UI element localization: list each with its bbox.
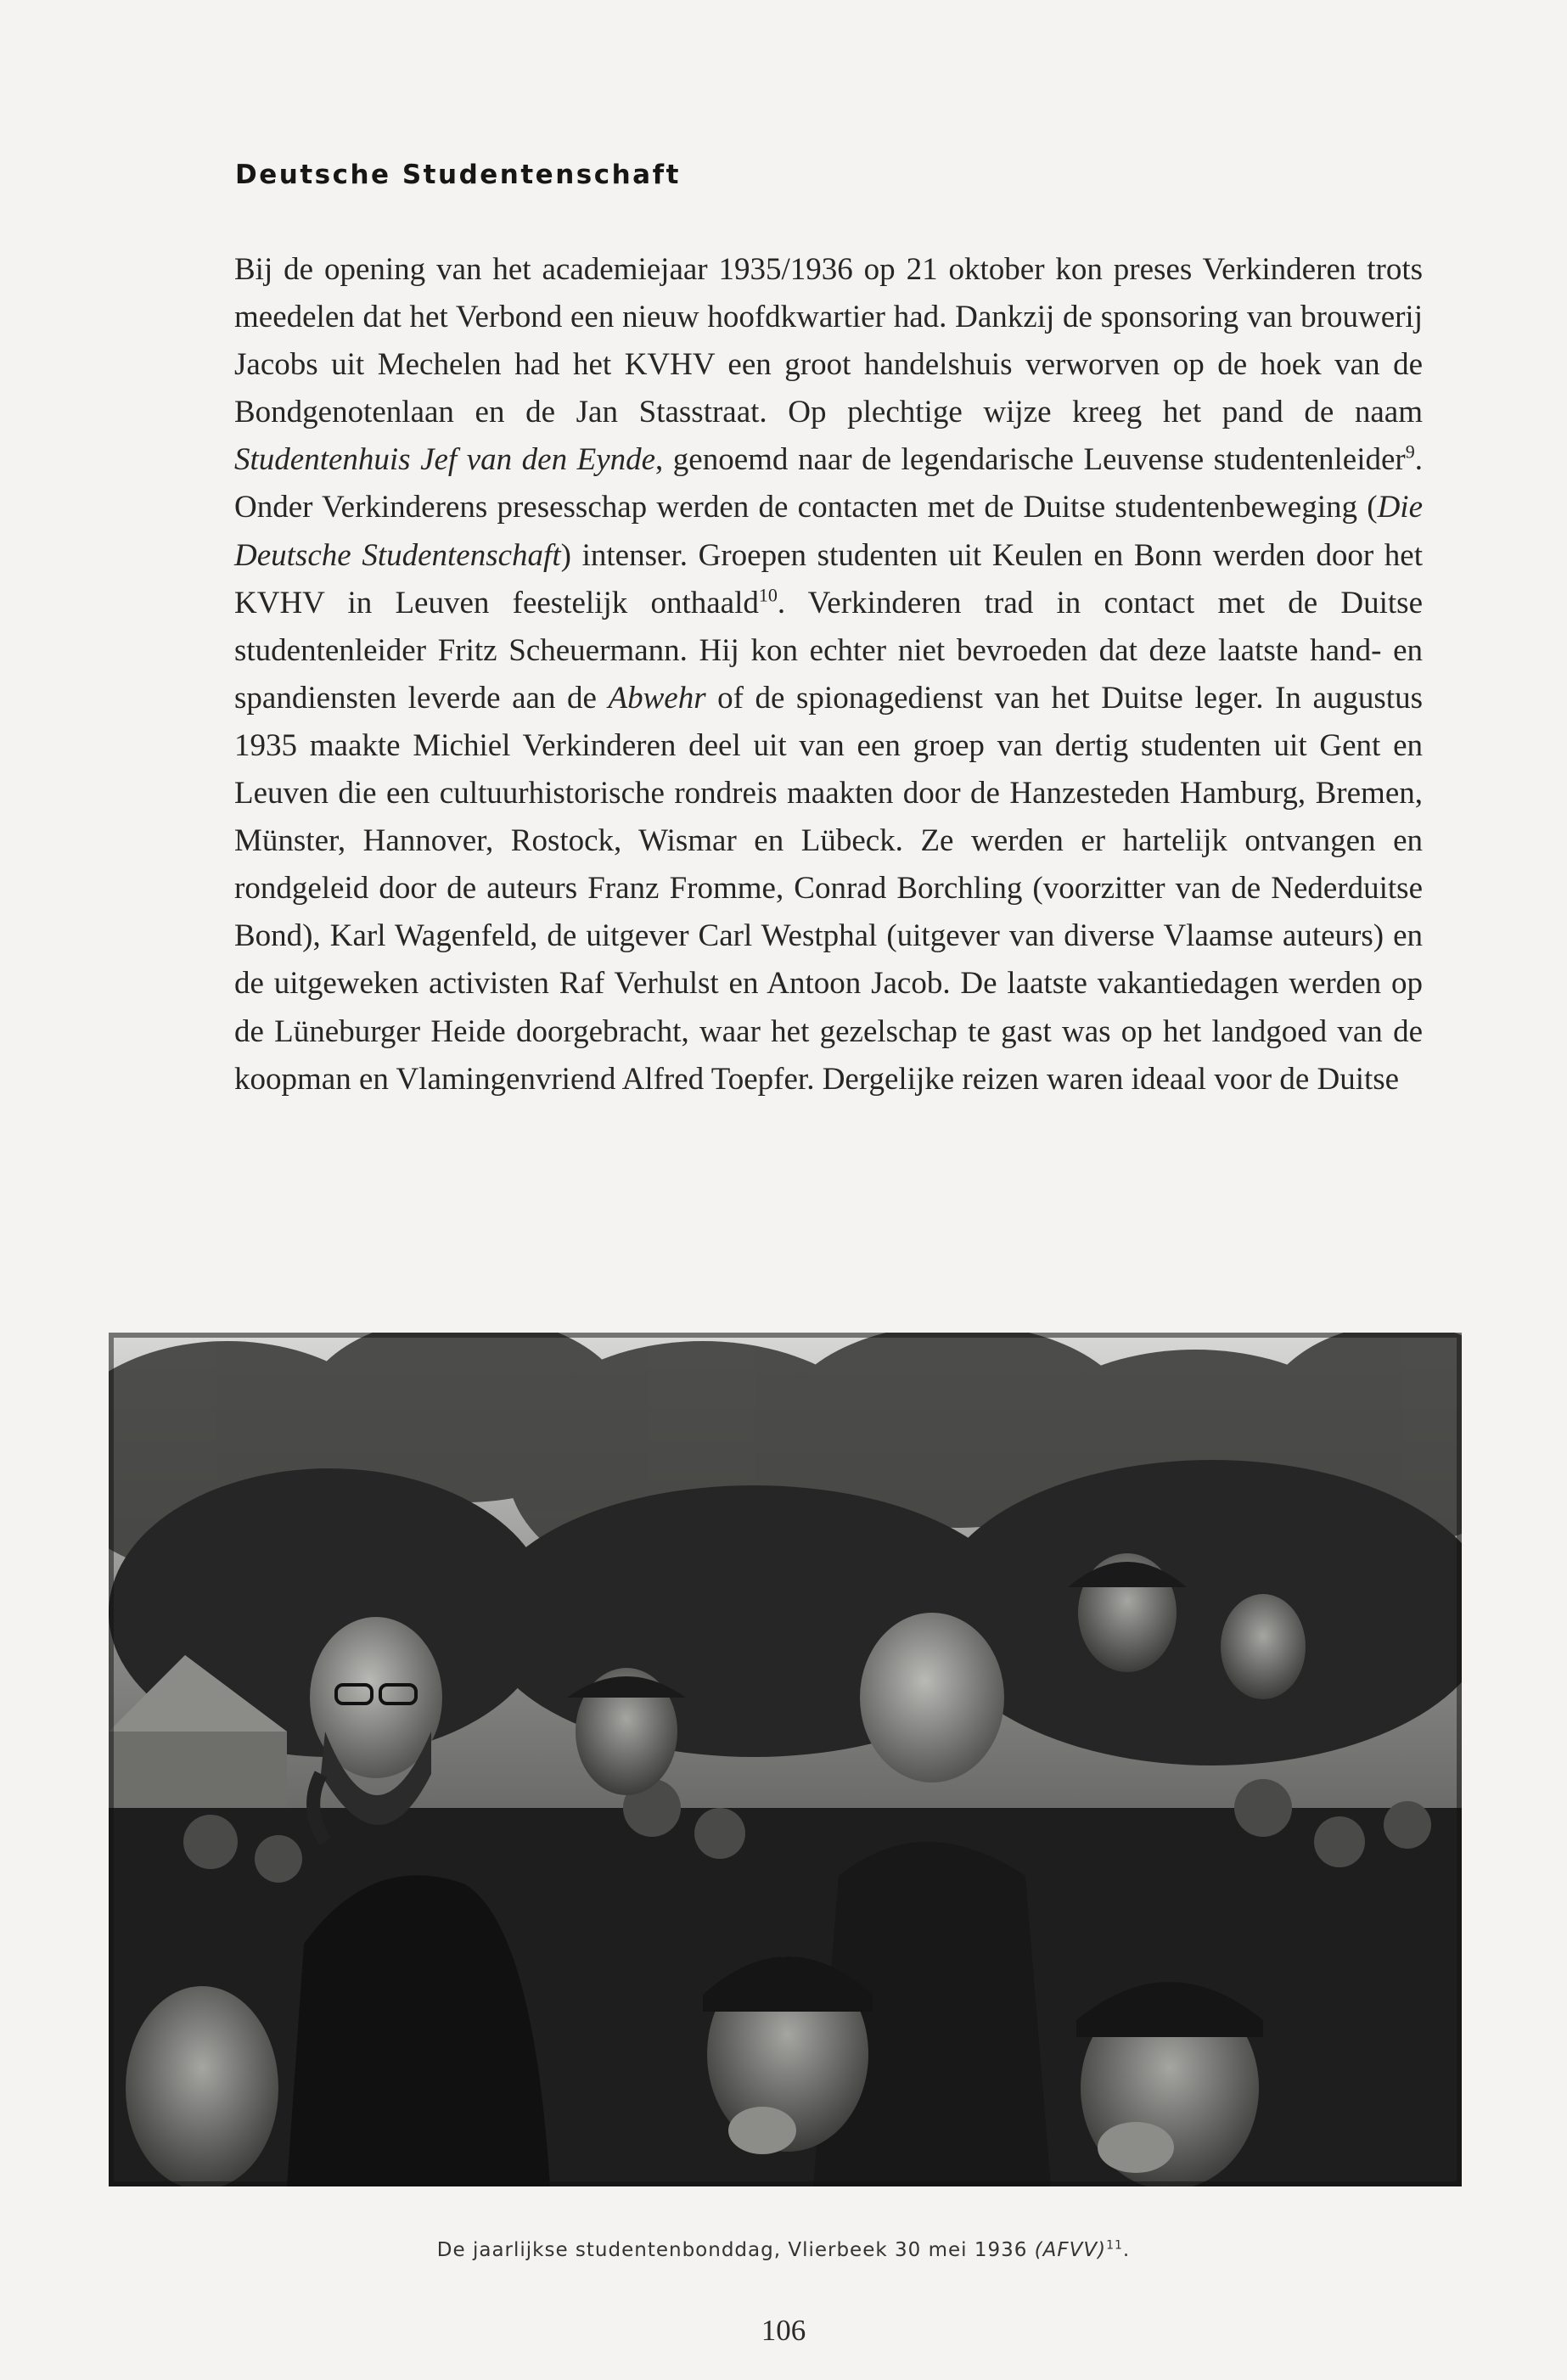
caption-end: . (1122, 2239, 1131, 2261)
text-run: ) intenser. Groepen studenten uit Keulen en Bonn werden door het KVHV in Leuven feestelijk onthaald (234, 537, 1424, 620)
photograph-icon (109, 1333, 1462, 2186)
text-run: Bij de opening van het academiejaar 1935/1936 op 21 oktober kon preses Verkinderen trots meedelen dat het Verbond een nieuw hoofdkwartier had. Dankzij de sponsoring van brouwerij Jacobs uit Mechelen had het KVHV een groot handelshuis verworven op de hoek van de Bondgenotenlaan en de Jan Stasstraat. Op plechtige wijze kreeg het pand de naam (234, 252, 1423, 430)
historical-photograph (109, 1333, 1462, 2186)
footnote-ref-11[interactable]: 11 (1106, 2238, 1123, 2253)
footnote-ref-9[interactable]: 9 (1405, 441, 1415, 463)
caption-source: (AFVV) (1034, 2239, 1107, 2261)
italic-run: Abwehr (608, 680, 706, 716)
footnote-ref-10[interactable]: 10 (758, 584, 778, 606)
photo-caption (0, 2239, 1567, 2261)
text-run: . Onder Verkinderens presesschap werden de contacten met de Duitse studentenbeweging ( (234, 442, 1424, 525)
page-number: 106 (761, 2314, 806, 2347)
italic-run: Studentenhuis Jef van den Eynde (234, 442, 656, 478)
text-run: , genoemd naar de legendarische Leuvense studentenleider (655, 442, 1406, 478)
italic-run: Die Deutsche Studentenschaft (234, 490, 1423, 573)
caption-text: De jaarlijkse studentenbonddag, Vlierbeek 30 mei 1936 (436, 2239, 1035, 2261)
body-paragraph (234, 246, 1423, 1103)
text-run: of de spionagedienst van het Duitse leger. In augustus 1935 maakte Michiel Verkinderen deel uit van een groep van dertig studenten uit Gent en Leuven die een cultuurhistorische rondreis maakten door de Hanzesteden Hamburg, Bremen, Münster, Hannover, Rostock, Wismar en Lübeck. Ze werden er hartelijk ontvangen en rondgeleid door de auteurs Franz Fromme, Conrad Borchling (voorzitter van de Nederduitse Bond), Karl Wagenfeld, de uitgever Carl Westphal (uitgever van diverse Vlaamse auteurs) en de uitgeweken activisten Raf Verhulst en Antoon Jacob. De laatste vakantiedagen werden op de Lüneburger Heide doorgebracht, waar het gezelschap te gast was op het landgoed van de koopman en Vlamingenvriend Alfred Toepfer. Dergelijke reizen waren ideaal voor de Duitse (234, 680, 1423, 1097)
text-run: . Verkinderen trad in contact met de Duitse studentenleider Fritz Scheuermann. Hij kon echter niet bevroeden dat deze laatste hand- en spandiensten leverde aan de (234, 585, 1424, 716)
section-heading: Deutsche Studentenschaft (235, 160, 681, 190)
